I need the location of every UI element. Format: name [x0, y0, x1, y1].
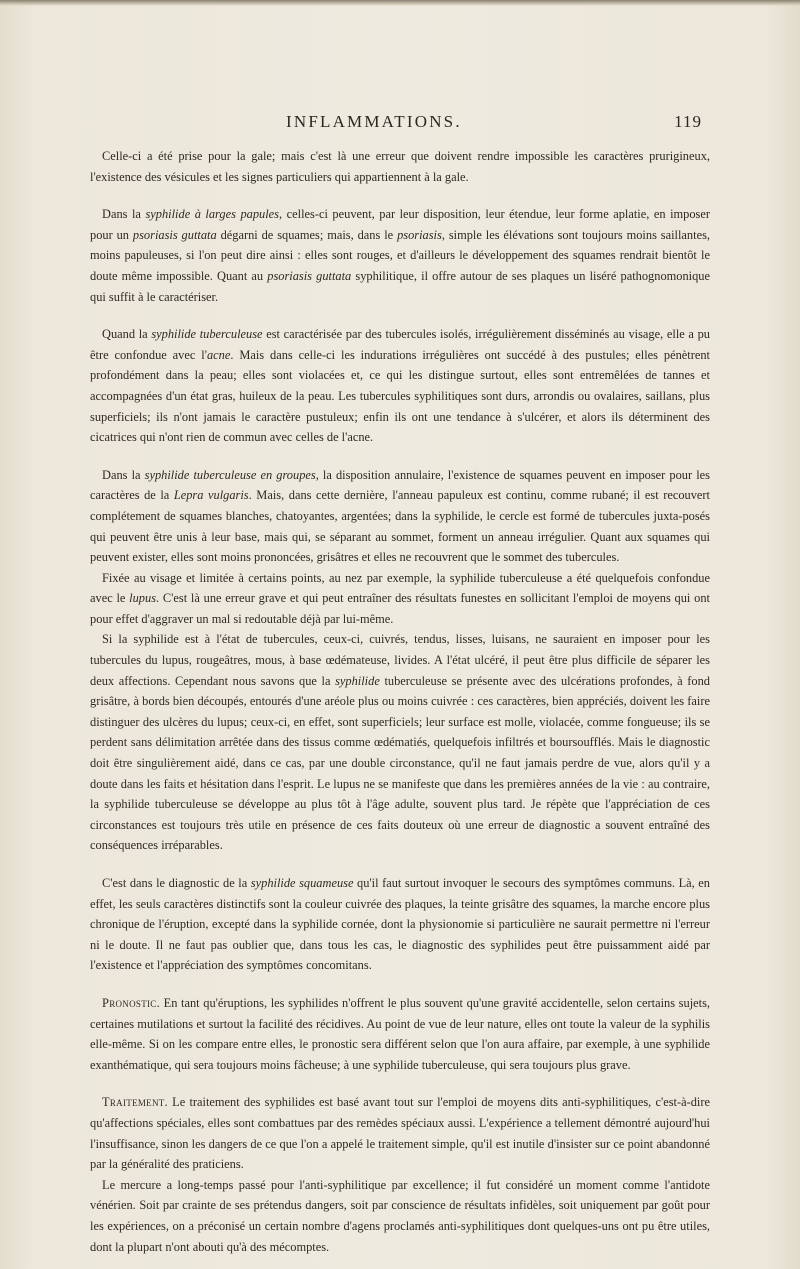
- running-title: INFLAMMATIONS.: [286, 112, 462, 131]
- italic-term: syphilide tuberculeuse: [151, 327, 263, 342]
- text-run: syphilitique, il offre autour de ses plaques un liséré pathognomonique qui suffit à le caractériser.: [90, 268, 711, 304]
- paragraph: [90, 1175, 710, 1257]
- paragraph: [90, 568, 710, 630]
- italic-term: Lepra vulgaris: [173, 488, 249, 503]
- paragraph: [90, 873, 710, 976]
- paragraph: [90, 204, 710, 307]
- section-heading: Pronostic.: [102, 995, 160, 1010]
- italic-term: syphilide: [335, 673, 380, 688]
- italic-term: acne: [206, 347, 231, 362]
- text-run: Le traitement des syphilides est basé avant tout sur l'emploi de moyens dits anti-syphilitiques, c'est-à-dire qu'affections spéciales, elles sont combattues par des remèdes spéciaux aussi. L'expérience a tellement démontré aujourd'hui l'insuffisance, sinon les dangers de ce que l'on a appelé le traitement simple, qu'il est inutile d'insister sur ce point abandonné par la généralité des praticiens.: [90, 1095, 710, 1172]
- paragraph: [90, 1092, 710, 1174]
- text-run: . Mais dans celle-ci les indurations irrégulières ont succédé à des pustules; elles pénètrent profondément dans la peau; elles sont violacées et, ce qui les distingue surtout, elles sont entremêlées de tannes et accompagnées d'un état gras, huileux de la peau. Les tubercules syphilitiques sont durs, arrondis ou ovalaires, saillans, plus superficiels; ils n'ont jamais le caractère pustuleux; enfin ils ont une tendance à s'ulcérer, et alors ils déterminent des cicatrices qui n'ont rien de commun avec celles de l'acne.: [90, 347, 710, 445]
- section-heading: Traitement.: [102, 1095, 168, 1110]
- text-run: Si la syphilide est à l'état de tubercules, ceux-ci, cuivrés, tendus, lisses, luisans, ne sauraient en imposer pour les tubercules du lupus, rougeâtres, mous, à base œdémateuse, livides. A l'état ulcéré, il peut être plus difficile de séparer les deux affections. Cependant nous savons que la: [90, 632, 710, 688]
- text-run: . Mais, dans cette dernière, l'anneau papuleux est continu, comme rubané; il est recouvert complétement de squames blanches, chatoyantes, argentées; dans la syphilide, le cercle est formé de tubercules juxta-posés qui peuvent être unis à leur base, mais qui, se séparant au sommet, forment un anneau irrégulier. Quant aux squames qui peuvent exister, elles sont moins prononcées, grisâtres et elles ne recouvrent que le sommet des tubercules.: [90, 488, 710, 565]
- body-text: [90, 146, 710, 1257]
- text-run: , simple les élévations sont toujours moins saillantes, moins papuleuses, si l'on peut dire ainsi : elles sont rouges, et d'ailleurs le développement des squames rendrait bientôt le doute même impossible. Quant au: [90, 227, 710, 283]
- italic-term: lupus: [129, 591, 157, 606]
- text-run: Fixée au visage et limitée à certains points, au nez par exemple, la syphilide tuberculeuse a été quelquefois confondue avec le: [90, 570, 710, 606]
- text-run: tuberculeuse se présente avec des ulcérations profondes, à fond grisâtre, à bords bien découpés, entourés d'une aréole plus ou moins cuivrée : ces caractères, bien appréciés, doivent les faire distinguer des ulcères du lupus; ceux-ci, en effet, sont superficiels; leur surface est molle, violacée, comme fongueuse; ils se perdent sans délimitation arrêtée dans des tissus comme œdématiés, quelquefois infiltrés et boursoufflés. Mais le diagnostic doit être singulièrement aidé, dans ce cas, par une double circonstance, qu'il ne faut jamais perdre de vue, alors qu'il y a doute dans les faits et hésitation dans l'esprit. Le lupus ne se manifeste que dans les premières années de la vie : au contraire, la syphilide tuberculeuse se développe au plus tôt à l'âge adulte, souvent plus tard. Je répète que l'appréciation de ces circonstances est toujours très utile en présence de ces faits douteux où une erreur de diagnostic a souvent entraîné des conséquences irréparables.: [90, 673, 711, 853]
- text-run: Dans la: [102, 207, 146, 222]
- text-run: C'est dans le diagnostic de la: [102, 876, 251, 890]
- text-run: En tant qu'éruptions, les syphilides n'offrent le plus souvent qu'une gravité accidentelle, selon certains sujets, certaines mutilations et surtout la facilité des récidives. Au point de vue de leur nature, elles ont toute la valeur de la syphilis elle-même. Si on les compare entre elles, le pronostic sera différent selon que l'on aura affaire, par exemple, à une syphilide exanthématique, qui sera toujours moins fâcheuse; à une syphilide tuberculeuse, qui sera toujours plus grave.: [90, 995, 710, 1072]
- page-number: 119: [674, 112, 702, 131]
- text-run: Le mercure a long-temps passé pour l'anti-syphilitique par excellence; il fut considéré un moment comme l'antidote vénérien. Soit par crainte de ses prétendus dangers, soit par conscience de résultats infidèles, soit uniquement par goût pour les expériences, on a préconisé un certain nombre d'agens proclamés anti-syphilitiques dont quelques-uns ont pu être utiles, dont la plupart n'ont abouti qu'à des mécomptes.: [90, 1177, 710, 1254]
- page-edge: [0, 0, 800, 6]
- italic-term: psoriasis: [397, 227, 442, 242]
- running-header: [90, 112, 710, 136]
- text-run: , la disposition annulaire, l'existence de squames peuvent en imposer pour les caractères de la: [90, 467, 710, 503]
- text-run: Quand la: [102, 327, 152, 342]
- italic-term: syphilide tuberculeuse en groupes: [144, 467, 316, 482]
- text-run: qu'il faut surtout invoquer le secours des symptômes communs. Là, en effet, les seuls caractères distinctifs sont la couleur cuivrée des plaques, la teinte grisâtre des squames, la marche encore plus chronique de l'éruption, excepté dans la syphilide cornée, dont la physionomie si particulière ne saurait permettre ni l'erreur ni le doute. Il ne faut pas oublier que, dans tous les cas, le diagnostic des syphilides peut être puissamment aidé par l'existence et l'appréciation des symptômes concomitans.: [90, 876, 710, 973]
- text-run: . C'est là une erreur grave et qui peut entraîner des résultats funestes en sollicitant l'emploi de moyens qui ont pour effet d'aggraver un mal si redoutable déjà par lui-même.: [90, 591, 710, 626]
- text-run: Dans la: [102, 467, 145, 482]
- italic-term: syphilide à larges papules: [145, 207, 280, 222]
- paragraph: [90, 324, 710, 448]
- paragraph: [90, 993, 710, 1075]
- text-run: dégarni de squames; mais, dans le: [216, 227, 398, 242]
- italic-term: psoriasis guttata: [267, 268, 352, 283]
- italic-term: syphilide squameuse: [250, 876, 354, 890]
- paragraph: [90, 146, 710, 187]
- text-run: Celle-ci a été prise pour la gale; mais c'est là une erreur que doivent rendre impossible les caractères prurigineux, l'existence des vésicules et les signes particuliers qui appartiennent à la gale.: [90, 149, 710, 184]
- italic-term: psoriasis guttata: [132, 227, 217, 242]
- paragraph: [90, 465, 710, 568]
- text-run: , celles-ci peuvent, par leur disposition, leur étendue, leur forme aplatie, en imposer pour un: [90, 207, 710, 242]
- paragraph: [90, 629, 710, 856]
- text-run: est caractérisée par des tubercules isolés, irrégulièrement disséminés au visage, elle a pu être confondue avec l': [90, 327, 710, 362]
